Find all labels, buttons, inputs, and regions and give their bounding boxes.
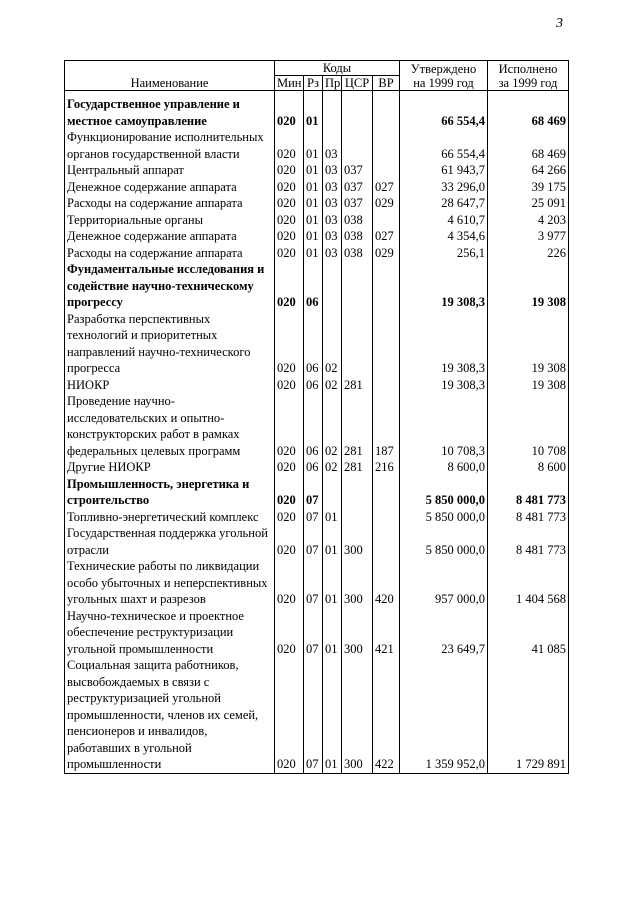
cell-name: Денежное содержание аппарата (65, 179, 275, 196)
header-vr: ВР (373, 76, 400, 91)
cell-csr: 281 (342, 393, 373, 459)
cell-rz: 07 (304, 525, 323, 558)
cell-csr (342, 261, 373, 311)
cell-csr: 300 (342, 608, 373, 658)
table-row (65, 212, 569, 229)
cell-rz: 01 (304, 179, 323, 196)
cell-executed: 19 308 (488, 377, 569, 394)
table-row (65, 393, 569, 459)
cell-pr: 02 (323, 311, 342, 377)
cell-name: Социальная защита работников, высвобождаемых в связи с реструктуризацией угольной промышленности, членов их семей, пенсионеров и инвалидов, работавших в угольной промышленности (65, 657, 275, 773)
cell-approved: 19 308,3 (400, 377, 488, 394)
cell-pr (323, 476, 342, 509)
cell-rz: 07 (304, 476, 323, 509)
cell-approved: 5 850 000,0 (400, 509, 488, 526)
cell-vr (373, 525, 400, 558)
table-row (65, 608, 569, 658)
cell-csr: 037 (342, 195, 373, 212)
cell-csr: 281 (342, 459, 373, 476)
cell-name: Промышленность, энергетика и строительство (65, 476, 275, 509)
cell-min: 020 (275, 91, 304, 130)
cell-executed: 8 481 773 (488, 509, 569, 526)
cell-approved: 66 554,4 (400, 129, 488, 162)
cell-pr (323, 261, 342, 311)
cell-vr (373, 162, 400, 179)
cell-executed: 39 175 (488, 179, 569, 196)
budget-table (64, 60, 569, 774)
cell-min: 020 (275, 509, 304, 526)
cell-vr: 421 (373, 608, 400, 658)
cell-pr (323, 91, 342, 130)
cell-csr (342, 311, 373, 377)
cell-vr: 029 (373, 195, 400, 212)
cell-name: Фундаментальные исследования и содействие научно-техническому прогрессу (65, 261, 275, 311)
cell-approved: 957 000,0 (400, 558, 488, 608)
cell-executed: 19 308 (488, 311, 569, 377)
table-row (65, 179, 569, 196)
table-row (65, 476, 569, 509)
header-approved (400, 61, 488, 91)
cell-approved: 28 647,7 (400, 195, 488, 212)
cell-executed: 64 266 (488, 162, 569, 179)
cell-vr: 216 (373, 459, 400, 476)
cell-rz: 06 (304, 377, 323, 394)
cell-executed: 1 404 568 (488, 558, 569, 608)
cell-name: Расходы на содержание аппарата (65, 245, 275, 262)
cell-min: 020 (275, 377, 304, 394)
cell-name: Проведение научно-исследовательских и опытно-конструкторских работ в рамках федеральных целевых программ (65, 393, 275, 459)
cell-csr (342, 129, 373, 162)
cell-min: 020 (275, 476, 304, 509)
cell-csr: 037 (342, 179, 373, 196)
table-header (65, 61, 569, 91)
cell-csr: 038 (342, 245, 373, 262)
header-executed (488, 61, 569, 91)
cell-approved: 19 308,3 (400, 311, 488, 377)
cell-approved: 4 354,6 (400, 228, 488, 245)
cell-vr: 027 (373, 228, 400, 245)
header-executed-line2: за 1999 год (498, 76, 558, 90)
cell-pr: 03 (323, 195, 342, 212)
table-row (65, 129, 569, 162)
cell-name: Разработка перспективных технологий и приоритетных направлений научно-технического прогресса (65, 311, 275, 377)
header-name: Наименование (65, 61, 275, 91)
cell-approved: 5 850 000,0 (400, 476, 488, 509)
cell-vr (373, 91, 400, 130)
cell-min: 020 (275, 179, 304, 196)
cell-vr: 420 (373, 558, 400, 608)
header-codes: Коды (275, 61, 400, 76)
cell-csr (342, 91, 373, 130)
cell-name: НИОКР (65, 377, 275, 394)
cell-rz: 07 (304, 558, 323, 608)
cell-rz: 07 (304, 608, 323, 658)
cell-vr (373, 476, 400, 509)
cell-name: Научно-техническое и проектное обеспечение реструктуризации угольной промышленности (65, 608, 275, 658)
cell-approved: 23 649,7 (400, 608, 488, 658)
cell-rz: 07 (304, 509, 323, 526)
cell-executed: 10 708 (488, 393, 569, 459)
cell-approved: 19 308,3 (400, 261, 488, 311)
cell-vr (373, 261, 400, 311)
cell-csr (342, 476, 373, 509)
cell-approved: 10 708,3 (400, 393, 488, 459)
table-row (65, 195, 569, 212)
cell-pr: 01 (323, 509, 342, 526)
cell-min: 020 (275, 129, 304, 162)
cell-name: Расходы на содержание аппарата (65, 195, 275, 212)
cell-name: Территориальные органы (65, 212, 275, 229)
table-row (65, 91, 569, 130)
cell-rz: 01 (304, 212, 323, 229)
cell-rz: 01 (304, 91, 323, 130)
cell-vr (373, 311, 400, 377)
cell-rz: 01 (304, 129, 323, 162)
cell-rz: 07 (304, 657, 323, 773)
cell-vr (373, 212, 400, 229)
cell-csr (342, 509, 373, 526)
table-row (65, 228, 569, 245)
cell-approved: 256,1 (400, 245, 488, 262)
cell-executed: 41 085 (488, 608, 569, 658)
table-row (65, 162, 569, 179)
header-approved-line1: Утверждено (410, 62, 477, 76)
header-pr: Пр (323, 76, 342, 91)
cell-vr: 027 (373, 179, 400, 196)
cell-csr: 037 (342, 162, 373, 179)
cell-approved: 66 554,4 (400, 91, 488, 130)
cell-min: 020 (275, 212, 304, 229)
cell-pr: 03 (323, 212, 342, 229)
header-executed-line1: Исполнено (498, 62, 558, 76)
cell-pr: 01 (323, 608, 342, 658)
cell-min: 020 (275, 195, 304, 212)
table-row (65, 657, 569, 773)
cell-pr: 01 (323, 525, 342, 558)
cell-pr: 02 (323, 459, 342, 476)
header-approved-line2: на 1999 год (413, 76, 474, 90)
cell-min: 020 (275, 459, 304, 476)
cell-executed: 68 469 (488, 91, 569, 130)
cell-name: Государственная поддержка угольной отрасли (65, 525, 275, 558)
cell-name: Другие НИОКР (65, 459, 275, 476)
cell-executed: 226 (488, 245, 569, 262)
cell-name: Топливно-энергетический комплекс (65, 509, 275, 526)
table-body (65, 91, 569, 774)
cell-rz: 06 (304, 261, 323, 311)
header-min: Мин (275, 76, 304, 91)
cell-approved: 8 600,0 (400, 459, 488, 476)
cell-name: Технические работы по ликвидации особо убыточных и неперспективных угольных шахт и разрезов (65, 558, 275, 608)
table-row (65, 311, 569, 377)
cell-pr: 02 (323, 377, 342, 394)
cell-approved: 5 850 000,0 (400, 525, 488, 558)
cell-name: Государственное управление и местное самоуправление (65, 91, 275, 130)
cell-vr: 187 (373, 393, 400, 459)
cell-executed: 1 729 891 (488, 657, 569, 773)
cell-name: Центральный аппарат (65, 162, 275, 179)
header-rz: Рз (304, 76, 323, 91)
cell-rz: 01 (304, 195, 323, 212)
cell-pr: 03 (323, 129, 342, 162)
cell-approved: 61 943,7 (400, 162, 488, 179)
cell-vr: 029 (373, 245, 400, 262)
cell-pr: 03 (323, 179, 342, 196)
cell-vr (373, 509, 400, 526)
cell-name: Денежное содержание аппарата (65, 228, 275, 245)
cell-csr: 300 (342, 657, 373, 773)
table-row (65, 525, 569, 558)
cell-vr (373, 129, 400, 162)
cell-min: 020 (275, 657, 304, 773)
cell-csr: 300 (342, 525, 373, 558)
table-row (65, 377, 569, 394)
table-row (65, 558, 569, 608)
cell-pr: 01 (323, 558, 342, 608)
cell-vr (373, 377, 400, 394)
table-row (65, 261, 569, 311)
cell-min: 020 (275, 608, 304, 658)
cell-rz: 01 (304, 162, 323, 179)
cell-min: 020 (275, 228, 304, 245)
cell-min: 020 (275, 162, 304, 179)
cell-executed: 3 977 (488, 228, 569, 245)
cell-executed: 25 091 (488, 195, 569, 212)
cell-rz: 01 (304, 228, 323, 245)
table-row (65, 509, 569, 526)
cell-min: 020 (275, 245, 304, 262)
cell-csr: 300 (342, 558, 373, 608)
page-number: 3 (556, 16, 563, 31)
cell-min: 020 (275, 393, 304, 459)
cell-min: 020 (275, 311, 304, 377)
cell-pr: 03 (323, 162, 342, 179)
cell-executed: 8 481 773 (488, 525, 569, 558)
cell-approved: 33 296,0 (400, 179, 488, 196)
table-row (65, 245, 569, 262)
cell-rz: 06 (304, 311, 323, 377)
header-csr: ЦСР (342, 76, 373, 91)
cell-executed: 8 481 773 (488, 476, 569, 509)
cell-pr: 03 (323, 228, 342, 245)
cell-csr: 281 (342, 377, 373, 394)
cell-approved: 4 610,7 (400, 212, 488, 229)
cell-min: 020 (275, 525, 304, 558)
cell-pr: 03 (323, 245, 342, 262)
cell-approved: 1 359 952,0 (400, 657, 488, 773)
cell-name: Функционирование исполнительных органов государственной власти (65, 129, 275, 162)
cell-pr: 01 (323, 657, 342, 773)
cell-min: 020 (275, 261, 304, 311)
cell-executed: 68 469 (488, 129, 569, 162)
cell-rz: 06 (304, 393, 323, 459)
cell-vr: 422 (373, 657, 400, 773)
cell-executed: 8 600 (488, 459, 569, 476)
cell-executed: 4 203 (488, 212, 569, 229)
cell-rz: 01 (304, 245, 323, 262)
table-row (65, 459, 569, 476)
cell-rz: 06 (304, 459, 323, 476)
cell-executed: 19 308 (488, 261, 569, 311)
cell-csr: 038 (342, 212, 373, 229)
cell-min: 020 (275, 558, 304, 608)
cell-pr: 02 (323, 393, 342, 459)
cell-csr: 038 (342, 228, 373, 245)
